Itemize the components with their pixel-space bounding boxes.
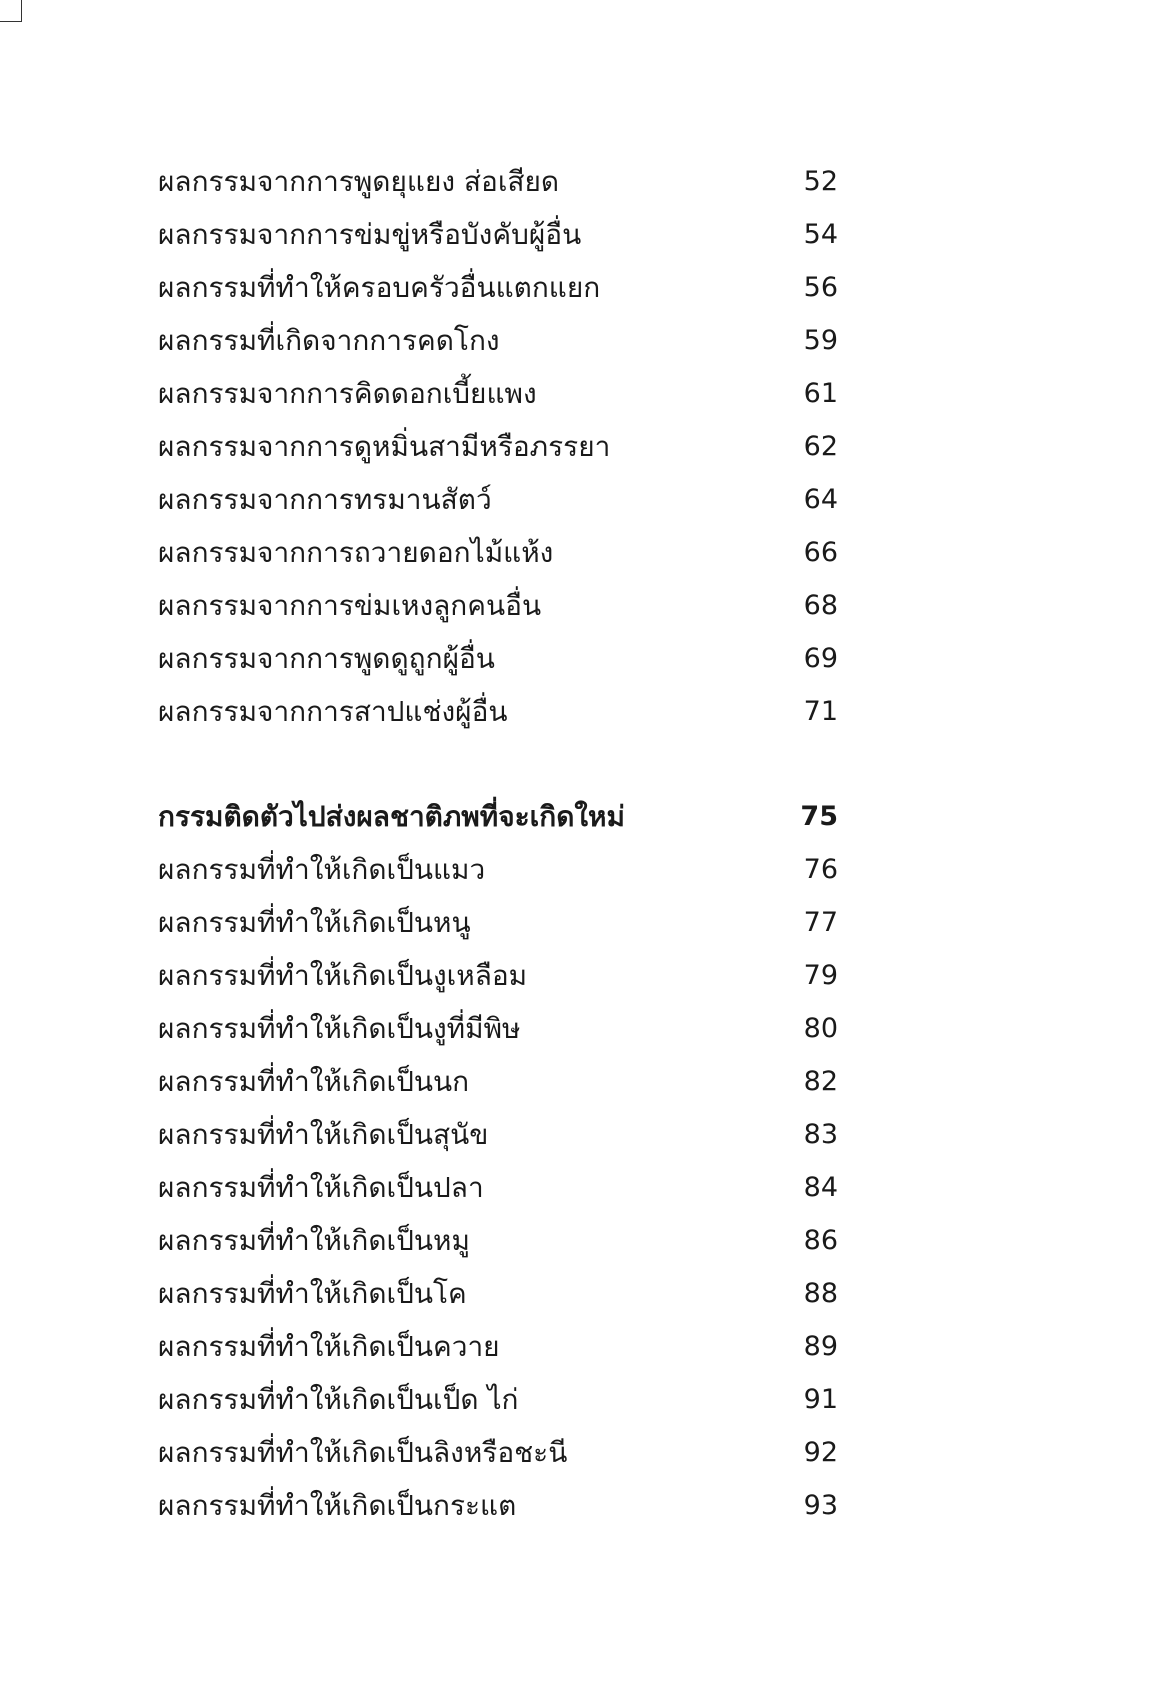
- toc-entry[interactable]: [158, 949, 838, 1002]
- entry-page: 89: [803, 1331, 838, 1362]
- entry-page: 84: [803, 1172, 838, 1203]
- entry-title: ผลกรรมจากการพูดยุแยง ส่อเสียด: [158, 165, 560, 198]
- entry-page: 66: [803, 537, 838, 568]
- toc-entry[interactable]: [158, 896, 838, 949]
- table-of-contents: [158, 155, 838, 1532]
- crop-mark: [0, 0, 22, 22]
- toc-entry[interactable]: [158, 261, 838, 314]
- toc-entry[interactable]: [158, 314, 838, 367]
- entry-page: 91: [803, 1384, 838, 1415]
- entry-title: ผลกรรมจากการสาปแช่งผู้อื่น: [158, 695, 508, 728]
- entry-page: 86: [803, 1225, 838, 1256]
- entry-page: 79: [803, 960, 838, 991]
- toc-entry[interactable]: [158, 1320, 838, 1373]
- entry-title: ผลกรรมจากการทรมานสัตว์: [158, 483, 492, 516]
- toc-entry[interactable]: [158, 1055, 838, 1108]
- entry-page: 52: [803, 166, 838, 197]
- toc-entry[interactable]: [158, 526, 838, 579]
- toc-entry[interactable]: [158, 420, 838, 473]
- entry-title: ผลกรรมที่ทำให้เกิดเป็นนก: [158, 1065, 470, 1098]
- section-gap: [158, 738, 838, 790]
- entry-title: ผลกรรมที่เกิดจากการคดโกง: [158, 324, 500, 357]
- toc-entry[interactable]: [158, 473, 838, 526]
- entry-page: 61: [803, 378, 838, 409]
- toc-entry[interactable]: [158, 1161, 838, 1214]
- toc-entry[interactable]: [158, 843, 838, 896]
- entry-page: 82: [803, 1066, 838, 1097]
- toc-entry[interactable]: [158, 1214, 838, 1267]
- toc-section-1: [158, 155, 838, 738]
- entry-page: 56: [803, 272, 838, 303]
- heading-title: กรรมติดตัวไปส่งผลชาติภพที่จะเกิดใหม่: [158, 800, 625, 833]
- entry-page: 92: [803, 1437, 838, 1468]
- toc-entry[interactable]: [158, 1373, 838, 1426]
- entry-page: 54: [803, 219, 838, 250]
- entry-page: 76: [803, 854, 838, 885]
- entry-page: 59: [803, 325, 838, 356]
- entry-title: ผลกรรมที่ทำให้เกิดเป็นเป็ด ไก่: [158, 1383, 519, 1416]
- toc-entry[interactable]: [158, 208, 838, 261]
- toc-entry[interactable]: [158, 685, 838, 738]
- toc-entry[interactable]: [158, 579, 838, 632]
- toc-entry[interactable]: [158, 155, 838, 208]
- entry-page: 68: [803, 590, 838, 621]
- entry-title: ผลกรรมจากการคิดดอกเบี้ยแพง: [158, 377, 537, 410]
- entry-title: ผลกรรมที่ทำให้เกิดเป็นควาย: [158, 1330, 500, 1363]
- toc-section-2: [158, 790, 838, 1532]
- entry-page: 71: [803, 696, 838, 727]
- entry-page: 77: [803, 907, 838, 938]
- entry-title: ผลกรรมที่ทำให้เกิดเป็นหมู: [158, 1224, 470, 1257]
- toc-section-heading[interactable]: [158, 790, 838, 843]
- entry-title: ผลกรรมจากการข่มขู่หรือบังคับผู้อื่น: [158, 218, 582, 251]
- toc-entry[interactable]: [158, 1267, 838, 1320]
- entry-title: ผลกรรมที่ทำให้เกิดเป็นลิงหรือชะนี: [158, 1436, 568, 1469]
- entry-page: 93: [803, 1490, 838, 1521]
- toc-entry[interactable]: [158, 1426, 838, 1479]
- entry-page: 69: [803, 643, 838, 674]
- entry-title: ผลกรรมที่ทำให้เกิดเป็นโค: [158, 1277, 467, 1310]
- entry-title: ผลกรรมที่ทำให้เกิดเป็นสุนัข: [158, 1118, 489, 1151]
- entry-title: ผลกรรมที่ทำให้เกิดเป็นงูเหลือม: [158, 959, 528, 992]
- entry-title: ผลกรรมที่ทำให้เกิดเป็นแมว: [158, 853, 486, 886]
- entry-title: ผลกรรมจากการดูหมิ่นสามีหรือภรรยา: [158, 430, 611, 463]
- toc-entry[interactable]: [158, 1479, 838, 1532]
- entry-title: ผลกรรมที่ทำให้เกิดเป็นงูที่มีพิษ: [158, 1012, 521, 1045]
- entry-page: 62: [803, 431, 838, 462]
- toc-entry[interactable]: [158, 632, 838, 685]
- entry-title: ผลกรรมที่ทำให้เกิดเป็นหนู: [158, 906, 471, 939]
- entry-title: ผลกรรมที่ทำให้เกิดเป็นกระแต: [158, 1489, 517, 1522]
- entry-title: ผลกรรมจากการพูดดูถูกผู้อื่น: [158, 642, 495, 675]
- toc-entry[interactable]: [158, 367, 838, 420]
- entry-page: 80: [803, 1013, 838, 1044]
- entry-title: ผลกรรมที่ทำให้ครอบครัวอื่นแตกแยก: [158, 271, 601, 304]
- entry-page: 64: [803, 484, 838, 515]
- entry-title: ผลกรรมจากการถวายดอกไม้แห้ง: [158, 536, 554, 569]
- entry-page: 88: [803, 1278, 838, 1309]
- entry-title: ผลกรรมจากการข่มเหงลูกคนอื่น: [158, 589, 542, 622]
- toc-entry[interactable]: [158, 1002, 838, 1055]
- entry-title: ผลกรรมที่ทำให้เกิดเป็นปลา: [158, 1171, 484, 1204]
- toc-entry[interactable]: [158, 1108, 838, 1161]
- heading-page: 75: [800, 801, 838, 832]
- entry-page: 83: [803, 1119, 838, 1150]
